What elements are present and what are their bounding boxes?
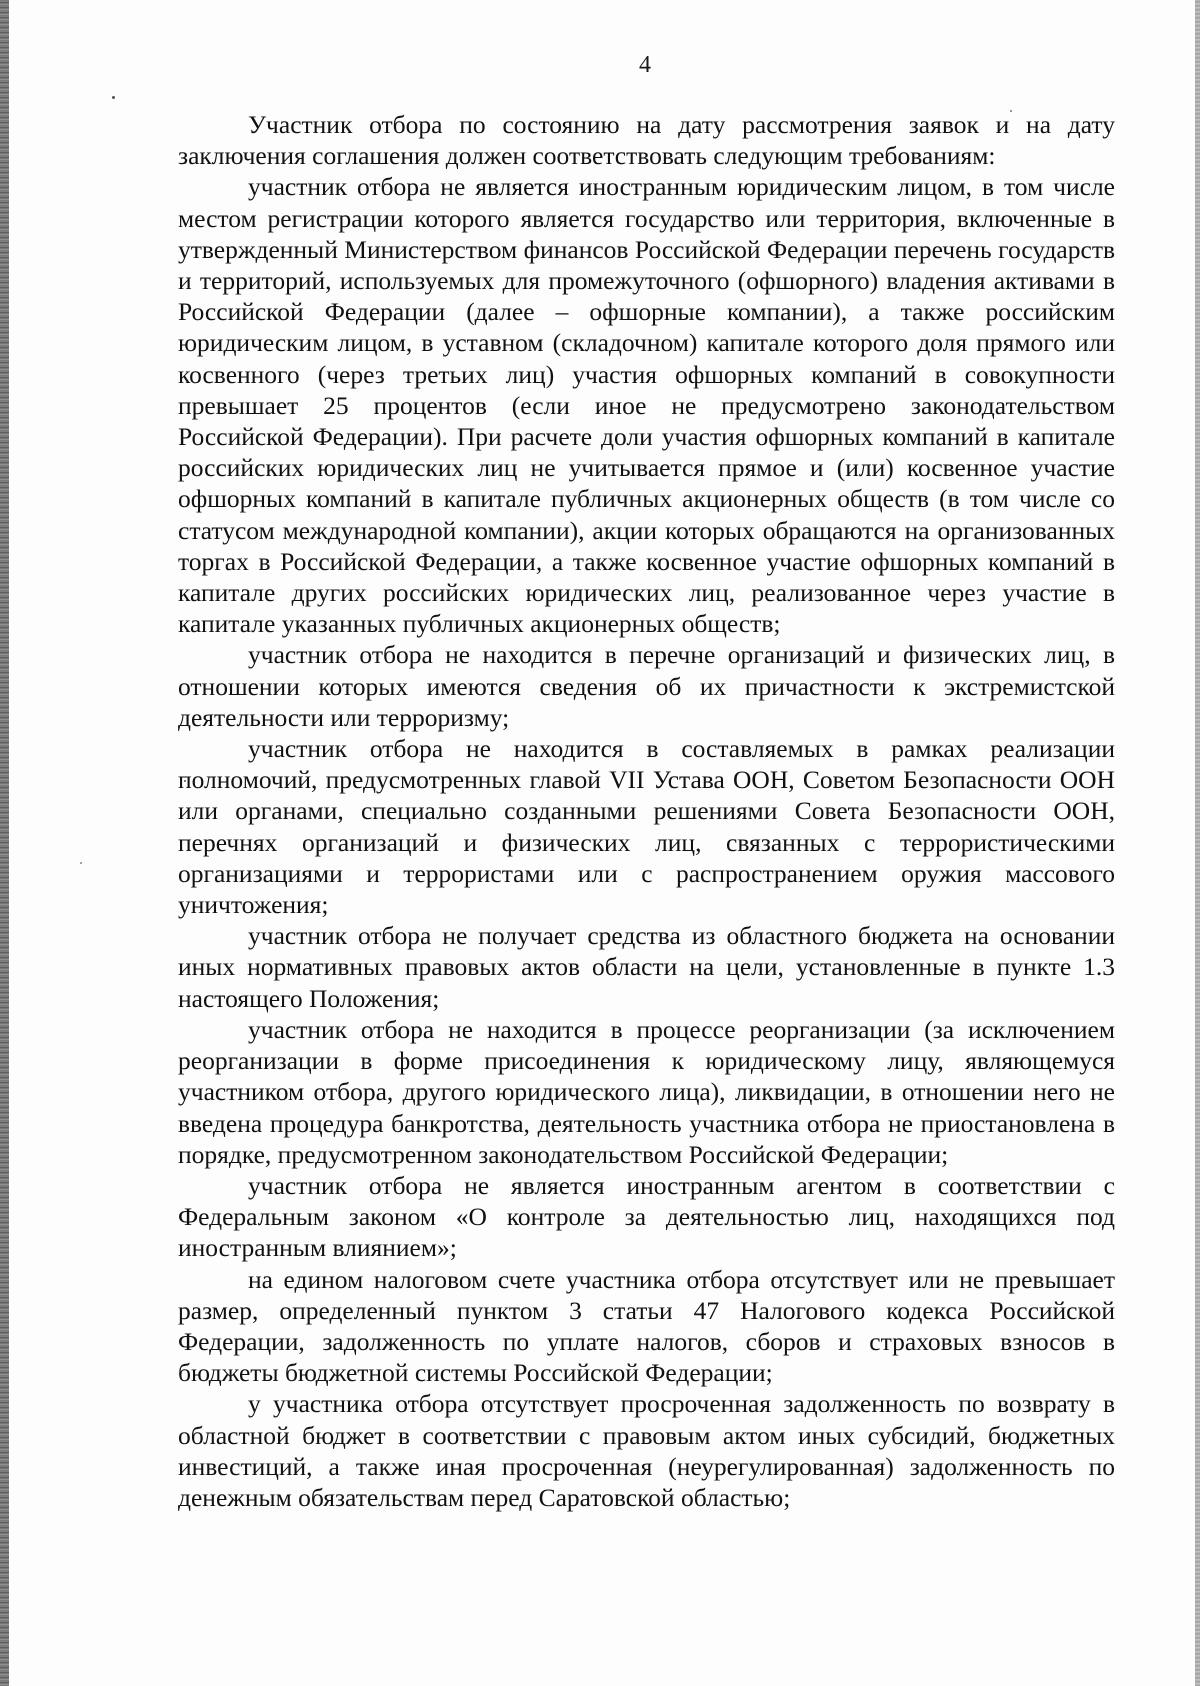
paragraph-reorganization: участник отбора не находится в процессе реорганизации (за исключением реорганизации в форме присоединения к юридическому лицу, являющемуся участником отбора, другого юридического лица), ликвидации, в отношении него не введена процедура банкротства, деятельность участника отбора не приостановлена в порядке, предусмотренном законодательством Российской Федерации; xyxy=(178,1014,1115,1169)
paragraph-extremism-list: участник отбора не находится в перечне организаций и физических лиц, в отношении которых имеются сведения об их причастности к экстремистской деятельности или терроризму; xyxy=(178,640,1115,732)
paragraph-foreign-agent: участник отбора не является иностранным агентом в соответствии с Федеральным законом «О контроле за деятельностью лиц, находящихся под иностранным влиянием»; xyxy=(178,1170,1115,1263)
paragraph-tax-debt: на едином налоговом счете участника отбора отсутствует или не превышает размер, определенный пунктом 3 статьи 47 Налогового кодекса Российской Федерации, задолженность по уплате налогов, сборов и страховых взносов в бюджеты бюджетной системы Российской Федерации; xyxy=(178,1264,1115,1388)
paragraph-un-sanctions-list: участник отбора не находится в составляемых в рамках реализации полномочий, предусмотренных главой VII Устава ООН, Советом Безопасности ООН или органами, специально созданными решениями Совета Безопасности ООН, перечнях организаций и физических лиц, связанных с террористическими организациями и террористами или с распространением оружия массового уничтожения; xyxy=(178,734,1115,920)
scan-speck xyxy=(80,862,82,864)
scan-edge-right xyxy=(1195,0,1200,1686)
paragraph-overdue-debt: у участника отбора отсутствует просроченная задолженность по возврату в областной бюджет в соответствии с правовым актом иных субсидий, бюджетных инвестиций, а также иная просроченная (неурегулированная) задолженность по денежным обязательствам перед Саратовской областью; xyxy=(178,1389,1115,1512)
document-body xyxy=(178,109,1115,1513)
paragraph-offshore-requirement: участник отбора не является иностранным юридическим лицом, в том числе местом регистрации которого является государство или территория, включенные в утвержденный Министерством финансов Российской Федерации перечень государств и территорий, используемых для промежуточного (офшорного) владения активами в Российской Федерации (далее – офшорные компании), а также российским юридическим лицом, в уставном (складочном) капитале которого доля прямого или косвенного (через третьих лиц) участия офшорных компаний в совокупности превышает 25 процентов (если иное не предусмотрено законодательством Российской Федерации). При расчете доли участия офшорных компаний в капитале российских юридических лиц не учитывается прямое и (или) косвенное участие офшорных компаний в капитале публичных акционерных обществ (в том числе со статусом международной компании), акции которых обращаются на организованных торгах в Российской Федерации, а также косвенное участие офшорных компаний в капитале других российских юридических лиц, реализованное через участие в капитале указанных публичных акционерных обществ; xyxy=(178,172,1115,639)
paragraph-other-budget-funds: участник отбора не получает средства из областного бюджета на основании иных нормативных правовых актов области на цели, установленные в пункте 1.3 настоящего Положения; xyxy=(178,921,1115,1013)
paragraph-intro: Участник отбора по состоянию на дату рассмотрения заявок и на дату заключения соглашения должен соответствовать следующим требованиям: xyxy=(178,110,1115,171)
scan-speck xyxy=(112,96,115,99)
page-number: 4 xyxy=(639,52,651,78)
scan-edge-left xyxy=(0,0,9,1686)
